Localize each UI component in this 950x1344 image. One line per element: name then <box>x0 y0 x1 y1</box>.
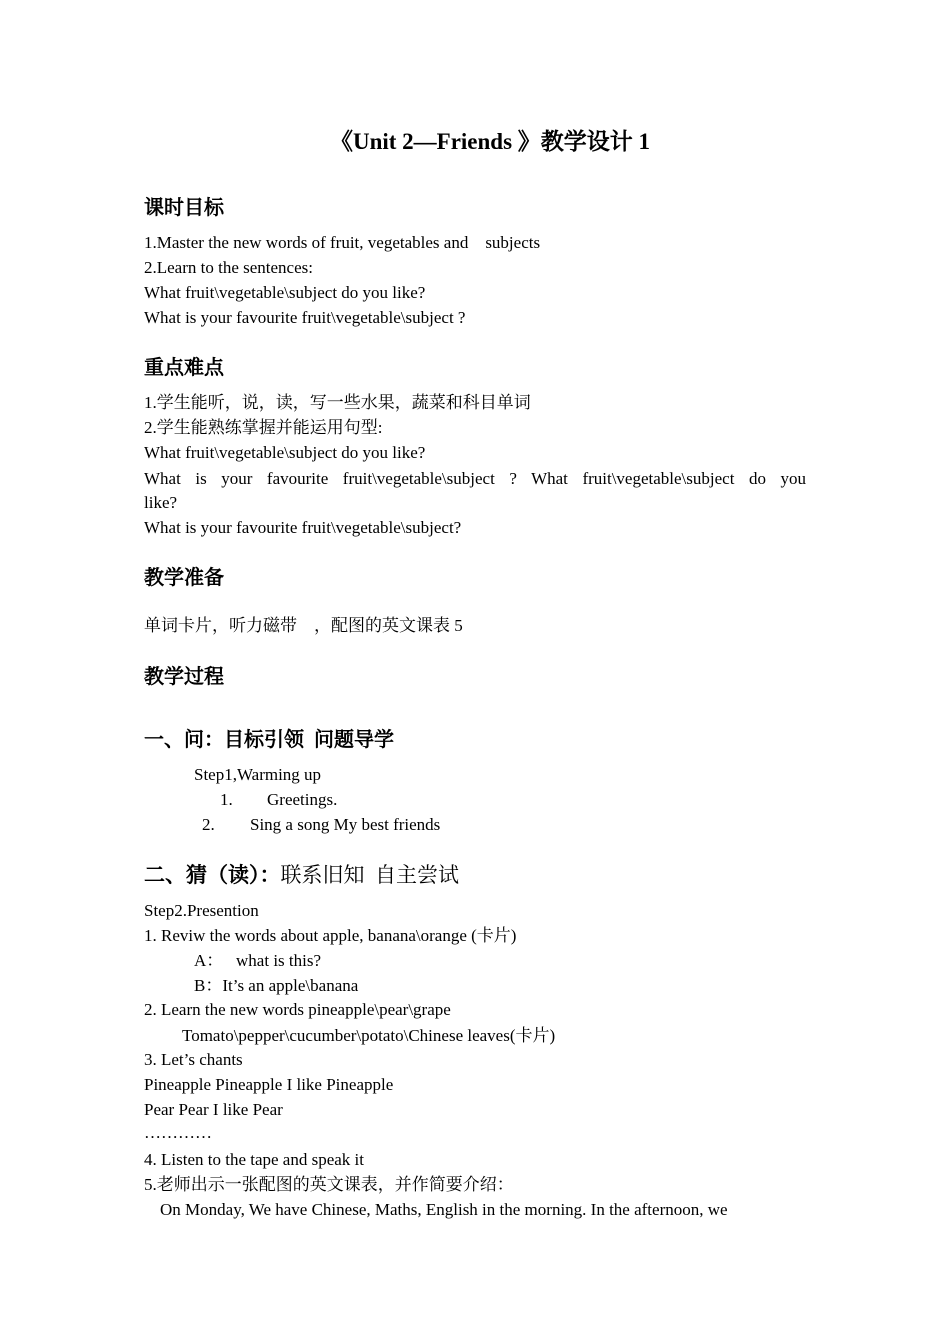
part2-line-7: Pineapple Pineapple I like Pineapple <box>144 1075 394 1094</box>
part2-line-11: 5.老师出示一张配图的英文课表，并作简要介绍： <box>144 1175 514 1194</box>
part2-line-6: 3. Let’s chants <box>144 1050 243 1069</box>
key-line-3: What fruit\vegetable\subject do you like? <box>144 443 426 462</box>
key-line-4: What is your favourite fruit\vegetable\subject ? What fruit\vegetable\subject do you <box>144 469 806 488</box>
goals-line-3: What fruit\vegetable\subject do you like? <box>144 283 426 302</box>
goals-line-1: 1.Master the new words of fruit, vegetables and subjects <box>144 233 541 252</box>
part2-line-8: Pear Pear I like Pear <box>144 1100 283 1119</box>
part2-line-3: B：It’s an apple\banana <box>194 976 359 995</box>
part2-line-10: 4. Listen to the tape and speak it <box>144 1150 364 1169</box>
part2-line-1: 1. Reviw the words about apple, banana\orange (卡片) <box>144 926 517 945</box>
part2-line-5: Tomato\pepper\cucumber\potato\Chinese leaves(卡片) <box>182 1026 556 1045</box>
part1-item2-text: Sing a song My best friends <box>250 815 441 834</box>
key-line-1: 1.学生能听，说，读，写一些水果，蔬菜和科目单词 <box>144 393 531 412</box>
part2-line-2: A： what is this? <box>194 951 322 970</box>
part1-heading: 一、问：目标引领 问题导学 <box>144 729 394 751</box>
part2-heading <box>144 862 459 888</box>
part1-step: Step1,Warming up <box>194 765 322 784</box>
key-line-5: like? <box>144 493 178 512</box>
key-points-heading: 重点难点 <box>144 357 224 379</box>
part2-heading-bold: 二、猜（读）： <box>144 863 281 887</box>
part1-item1-num: 1. <box>220 790 233 809</box>
document-title: 《Unit 2—Friends 》教学设计 1 <box>329 129 651 154</box>
part1-item2-num: 2. <box>202 815 215 834</box>
goals-line-4: What is your favourite fruit\vegetable\subject ? <box>144 308 466 327</box>
part2-line-9: ………… <box>144 1123 212 1142</box>
prep-heading: 教学准备 <box>144 567 224 589</box>
goals-line-2: 2.Learn to the sentences: <box>144 258 313 277</box>
part2-line-12: On Monday, We have Chinese, Maths, English in the morning. In the afternoon, we <box>160 1200 728 1219</box>
goals-heading: 课时目标 <box>144 197 224 219</box>
key-line-2: 2.学生能熟练掌握并能运用句型: <box>144 418 383 437</box>
part2-heading-normal: 联系旧知 自主尝试 <box>280 863 459 887</box>
part2-step: Step2.Presention <box>144 901 259 920</box>
part1-item1-text: Greetings. <box>267 790 338 809</box>
part2-line-4: 2. Learn the new words pineapple\pear\grape <box>144 1000 451 1019</box>
key-line-6: What is your favourite fruit\vegetable\subject? <box>144 518 462 537</box>
process-heading: 教学过程 <box>144 666 224 688</box>
prep-text: 单词卡片，听力磁带 ，配图的英文课表 5 <box>144 616 463 635</box>
